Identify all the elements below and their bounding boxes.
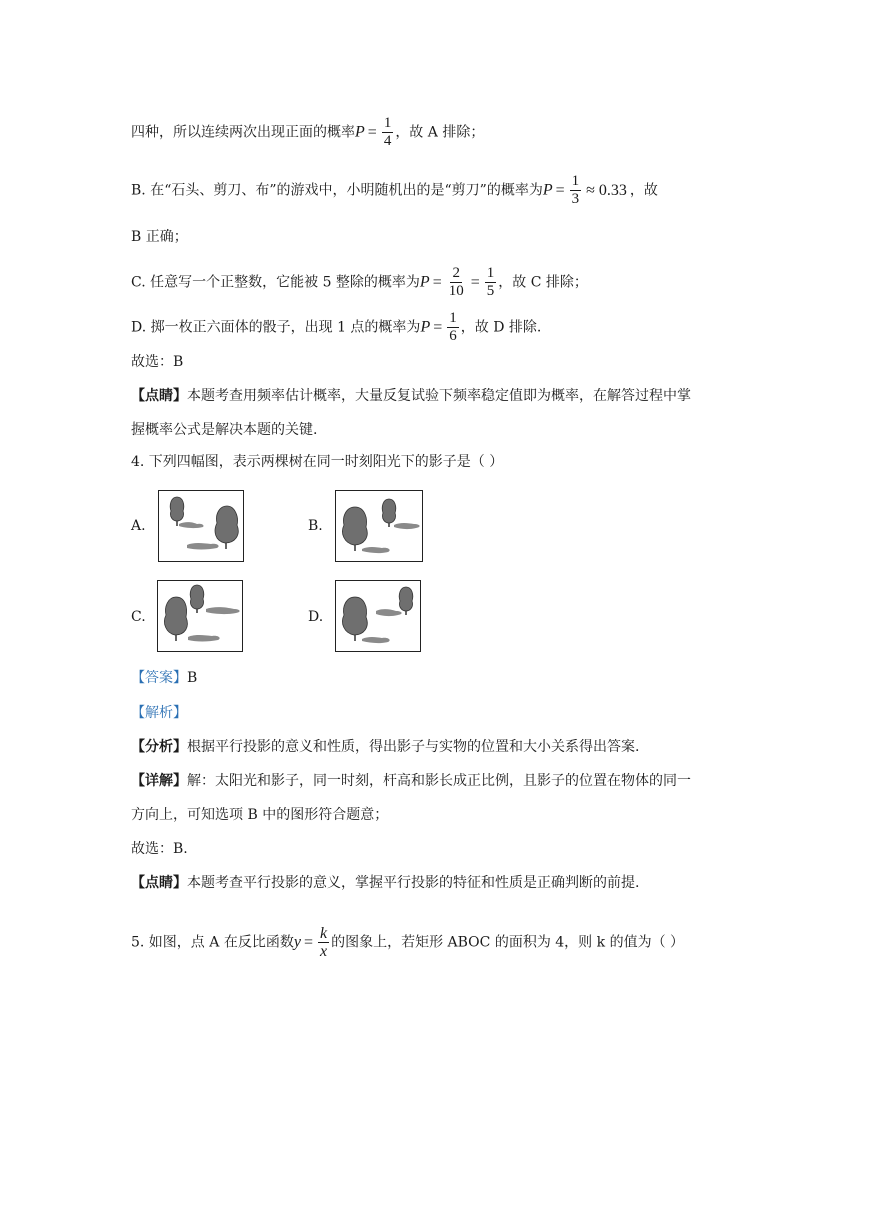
option-c-label: C. (131, 609, 146, 625)
fraction-k-x: $\frac{k}{x}$ (319, 925, 328, 960)
line-option-d: D. 掷一枚正六面体的骰子，出现 1 点的概率为P = $\frac{1}{6}$ ，故 D 排除. (131, 310, 542, 344)
line-option-c: C. 任意写一个正整数，它能被 5 整除的概率为P = $\frac{2}{10}$ = $\frac{1}{5}$ ，故 C 排除； (131, 265, 588, 299)
fraction-1-4: $\frac{1}{4}$ (383, 115, 392, 149)
question-4: 4. 下列四幅图，表示两棵树在同一时刻阳光下的影子是（ ） (131, 454, 504, 470)
trees-shadows-d (336, 581, 420, 651)
analysis-line: 【解析】 (131, 705, 187, 721)
line-option-b-cont: B 正确； (131, 229, 188, 245)
trees-shadows-b (336, 491, 422, 561)
choice-line-1: 故选：B (131, 354, 184, 370)
line-option-b: B. 在“石头、剪刀、布”的游戏中，小明随机出的是“剪刀”的概率为P = $\frac{1}{3}$ ≈ 0.33 ，故 (131, 173, 658, 207)
fraction-1-3: $\frac{1}{3}$ (571, 173, 580, 207)
comment-2: 【点睛】本题考查平行投影的意义，掌握平行投影的特征和性质是正确判断的前提. (131, 875, 640, 891)
text: 四种，所以连续两次出现正面的概率 (131, 124, 355, 141)
figure-option-c (157, 580, 243, 652)
fraction-2-10: $\frac{2}{10}$ (448, 265, 464, 299)
fraction-1-6: $\frac{1}{6}$ (449, 310, 457, 344)
xiangjie-line: 【详解】解：太阳光和影子，同一时刻，杆高和影长成正比例，且影子的位置在物体的同一 (131, 773, 691, 789)
option-a-label: A. (131, 518, 146, 534)
trees-shadows-c (158, 581, 242, 651)
figure-option-b (335, 490, 423, 562)
question-5: 5. 如图，点 A 在反比函数y = $\frac{k}{x}$ 的图象上，若矩形 ABOC 的面积为 4，则 k 的值为（ ） (131, 925, 685, 960)
answer-line: 【答案】B (131, 670, 198, 686)
comment-1: 【点睛】本题考查用频率估计概率，大量反复试验下频率稳定值即为概率，在解答过程中掌 (131, 388, 691, 404)
trees-shadows-a (159, 491, 243, 561)
fraction-1-5: $\frac{1}{5}$ (486, 265, 495, 299)
fenxi-line: 【分析】根据平行投影的意义和性质，得出影子与实物的位置和大小关系得出答案. (131, 739, 640, 755)
comment-1-cont: 握概率公式是解决本题的关键. (131, 422, 318, 438)
figure-option-d (335, 580, 421, 652)
figure-option-a (158, 490, 244, 562)
eq: = (367, 123, 377, 141)
line-prob-two-heads (131, 115, 484, 150)
xiangjie-cont: 方向上，可知选项 B 中的图形符合题意； (131, 807, 389, 823)
option-b-label: B. (308, 518, 323, 534)
choice-line-2: 故选：B. (131, 841, 188, 857)
option-d-label: D. (308, 609, 324, 625)
text: ，故 A 排除； (395, 124, 485, 141)
var-p: P (355, 123, 365, 141)
